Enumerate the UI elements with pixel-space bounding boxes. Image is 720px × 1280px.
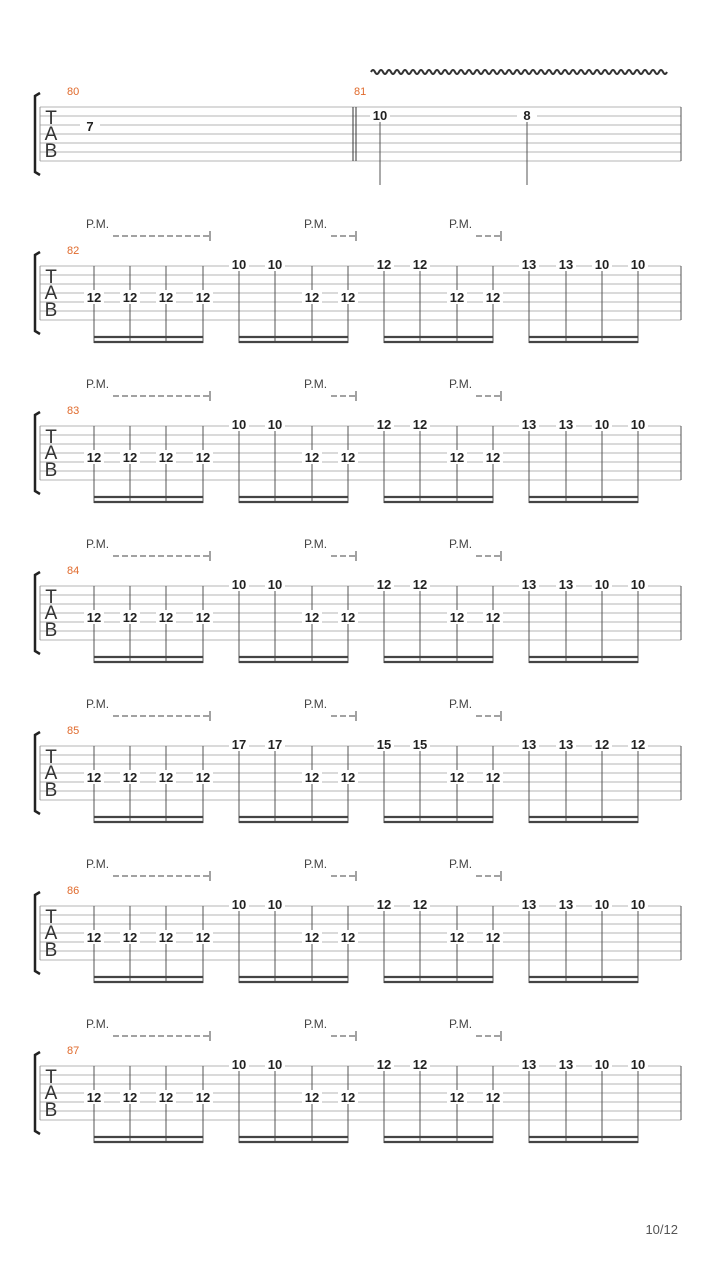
measure-number: 84 [67,565,80,577]
tab-letter-b: B [44,141,58,162]
fret-number: 10 [594,897,610,912]
measure-number: 80 [67,86,80,98]
measure-number: 85 [67,725,80,737]
fret-number: 12 [158,930,174,945]
fret-number: 12 [630,737,646,752]
fret-number: 10 [267,417,283,432]
fret-number: 13 [521,1057,537,1072]
fret-number: 12 [158,770,174,785]
palm-mute-label: P.M. [304,537,328,551]
fret-number: 12 [376,577,392,592]
fret-number: 17 [267,737,283,752]
palm-mute-label: P.M. [86,217,110,231]
fret-number: 12 [195,450,211,465]
system-2 [35,217,681,343]
fret-number: 12 [485,770,501,785]
palm-mute-label: P.M. [304,1017,328,1031]
tab-letter-b: B [44,940,58,961]
fret-number: 12 [340,290,356,305]
palm-mute-label: P.M. [449,537,473,551]
palm-mute-label: P.M. [86,697,110,711]
fret-number: 7 [86,119,94,134]
fret-number: 13 [521,897,537,912]
tab-letter-b: B [44,780,58,801]
measure-number: 87 [67,1045,80,1057]
fret-number: 12 [122,770,138,785]
fret-number: 13 [558,577,574,592]
measure-number: 82 [67,245,80,257]
fret-number: 12 [86,610,102,625]
fret-number: 12 [304,770,320,785]
fret-number: 12 [304,610,320,625]
system-bracket [35,412,40,494]
tab-letter-b: B [44,1100,58,1121]
fret-number: 12 [340,450,356,465]
palm-mute-label: P.M. [449,857,473,871]
fret-number: 12 [304,450,320,465]
palm-mute-label: P.M. [304,217,328,231]
fret-number: 12 [485,1090,501,1105]
tab-letter-t: T [45,267,57,288]
fret-number: 12 [122,610,138,625]
palm-mute-label: P.M. [304,697,328,711]
fret-number: 10 [231,257,247,272]
fret-number: 12 [122,1090,138,1105]
fret-number: 13 [558,257,574,272]
system-7 [35,1017,681,1143]
fret-number: 12 [485,610,501,625]
fret-number: 13 [521,257,537,272]
fret-number: 13 [558,897,574,912]
tab-letter-t: T [45,108,57,129]
fret-number: 12 [449,1090,465,1105]
fret-number: 12 [340,770,356,785]
fret-number: 13 [521,737,537,752]
fret-number: 12 [485,450,501,465]
fret-number: 12 [158,290,174,305]
vibrato-line [371,70,667,74]
fret-number: 12 [158,1090,174,1105]
system-6 [35,857,681,983]
palm-mute-label: P.M. [449,377,473,391]
fret-number: 10 [594,417,610,432]
system-bracket [35,732,40,814]
system-4 [35,537,681,663]
fret-number: 10 [630,257,646,272]
fret-number: 12 [195,770,211,785]
fret-number: 10 [594,1057,610,1072]
tab-letter-a: A [44,923,58,944]
fret-number: 12 [195,610,211,625]
system-bracket [35,93,40,175]
fret-number: 10 [630,897,646,912]
palm-mute-label: P.M. [86,1017,110,1031]
tab-letter-a: A [44,763,58,784]
fret-number: 10 [267,257,283,272]
fret-number: 12 [412,257,428,272]
tab-letter-b: B [44,620,58,641]
fret-number: 15 [412,737,428,752]
fret-number: 12 [195,1090,211,1105]
fret-number: 10 [267,577,283,592]
fret-number: 12 [449,610,465,625]
palm-mute-label: P.M. [304,377,328,391]
fret-number: 12 [412,577,428,592]
fret-number: 12 [86,770,102,785]
palm-mute-label: P.M. [86,857,110,871]
fret-number: 12 [449,450,465,465]
fret-number: 12 [158,610,174,625]
palm-mute-label: P.M. [86,537,110,551]
fret-number: 10 [594,577,610,592]
fret-number: 12 [122,930,138,945]
fret-number: 13 [521,577,537,592]
palm-mute-label: P.M. [86,377,110,391]
fret-number: 12 [86,290,102,305]
fret-number: 15 [376,737,392,752]
fret-number: 12 [122,290,138,305]
fret-number: 12 [340,930,356,945]
fret-number: 13 [558,737,574,752]
system-bracket [35,892,40,974]
fret-number: 12 [449,930,465,945]
fret-number: 12 [340,1090,356,1105]
fret-number: 12 [449,290,465,305]
fret-number: 12 [594,737,610,752]
fret-number: 12 [449,770,465,785]
fret-number: 12 [304,930,320,945]
fret-number: 10 [267,1057,283,1072]
fret-number: 12 [340,610,356,625]
fret-number: 13 [558,1057,574,1072]
palm-mute-label: P.M. [449,697,473,711]
tab-letter-a: A [44,124,58,145]
page-number: 10/12 [645,1222,678,1237]
palm-mute-label: P.M. [304,857,328,871]
system-bracket [35,572,40,654]
fret-number: 12 [485,290,501,305]
system-3 [35,377,681,503]
fret-number: 12 [376,1057,392,1072]
fret-number: 12 [158,450,174,465]
palm-mute-label: P.M. [449,217,473,231]
fret-number: 10 [231,1057,247,1072]
system-bracket [35,1052,40,1134]
fret-number: 17 [231,737,247,752]
fret-number: 12 [86,1090,102,1105]
fret-number: 12 [195,290,211,305]
tab-letter-t: T [45,747,57,768]
fret-number: 10 [372,108,388,123]
tab-letter-t: T [45,427,57,448]
fret-number: 10 [630,577,646,592]
fret-number: 10 [630,417,646,432]
fret-number: 12 [122,450,138,465]
tab-letter-a: A [44,443,58,464]
fret-number: 10 [630,1057,646,1072]
system-5 [35,697,681,823]
system-1 [35,70,681,185]
fret-number: 12 [376,257,392,272]
tab-letter-a: A [44,283,58,304]
fret-number: 10 [231,897,247,912]
fret-number: 12 [86,930,102,945]
fret-number: 10 [267,897,283,912]
tab-letter-t: T [45,1067,57,1088]
fret-number: 12 [485,930,501,945]
fret-number: 12 [304,290,320,305]
fret-number: 12 [412,417,428,432]
measure-number: 83 [67,405,80,417]
fret-number: 10 [231,417,247,432]
tab-letter-b: B [44,300,58,321]
fret-number: 12 [304,1090,320,1105]
system-bracket [35,252,40,334]
tab-letter-a: A [44,1083,58,1104]
fret-number: 8 [523,108,531,123]
tab-letter-a: A [44,603,58,624]
palm-mute-label: P.M. [449,1017,473,1031]
fret-number: 12 [86,450,102,465]
fret-number: 12 [376,417,392,432]
measure-number: 86 [67,885,80,897]
fret-number: 10 [594,257,610,272]
fret-number: 12 [412,897,428,912]
fret-number: 13 [558,417,574,432]
tab-letter-t: T [45,907,57,928]
fret-number: 13 [521,417,537,432]
fret-number: 10 [231,577,247,592]
fret-number: 12 [195,930,211,945]
measure-number: 81 [354,86,367,98]
tab-letter-t: T [45,587,57,608]
fret-number: 12 [412,1057,428,1072]
fret-number: 12 [376,897,392,912]
tab-letter-b: B [44,460,58,481]
